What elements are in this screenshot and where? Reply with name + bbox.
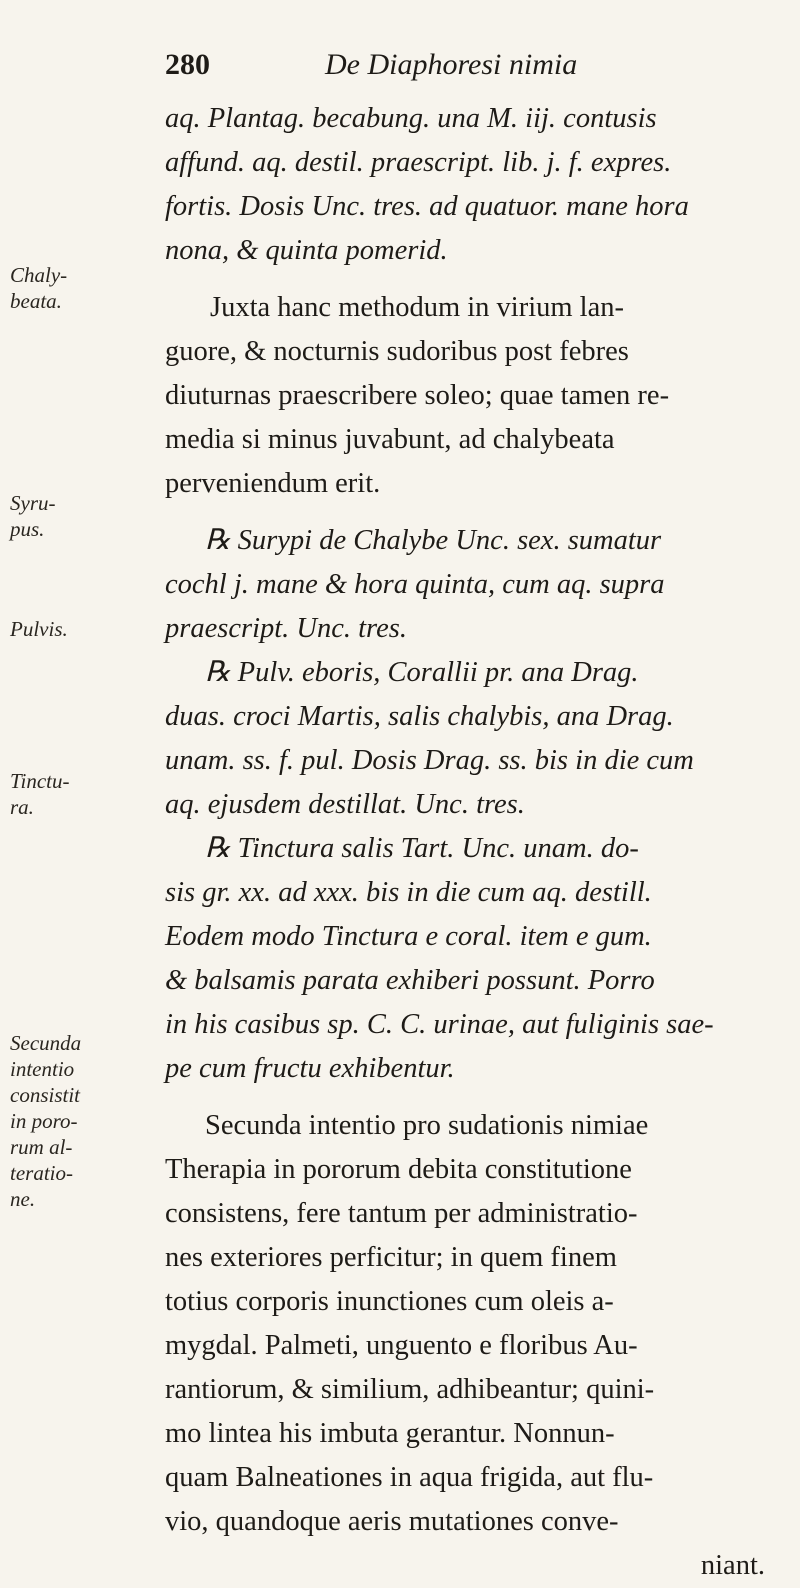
text-line: consistens, fere tantum per administratio- [165, 1198, 638, 1229]
margin-note-line: ne. [10, 1187, 36, 1211]
text-line: affund. aq. destil. praescript. lib. j. f. expres. [165, 147, 672, 178]
paragraph-juxta-hanc [165, 286, 800, 506]
text-line: Secunda intentio pro sudationis nimiae [205, 1110, 649, 1141]
text-line: pe cum fructu exhibentur. [165, 1053, 455, 1084]
margin-note-line: pus. [10, 517, 45, 541]
running-title: De Diaphoresi nimia [325, 48, 578, 81]
paragraph-recipe-plantago [165, 97, 800, 273]
text-line: cochl j. mane & hora quinta, cum aq. supra [165, 569, 665, 600]
main-text [165, 97, 800, 1588]
margin-note-syrupus [10, 490, 160, 542]
text-line: praescript. Unc. tres. [165, 613, 407, 644]
page-number: 280 [165, 48, 210, 81]
text-line: ℞ Tinctura salis Tart. Unc. unam. do- [205, 833, 639, 864]
margin-note-line: rum al- [10, 1135, 73, 1159]
margin-note-tinctura [10, 768, 160, 820]
paragraph-recipe-tinctura [165, 827, 800, 1091]
text-line: & balsamis parata exhiberi possunt. Porro [165, 965, 655, 996]
text-line: Juxta hanc methodum in virium lan- [210, 292, 624, 323]
paragraph-secunda-intentio [165, 1104, 800, 1588]
text-line: in his casibus sp. C. C. urinae, aut fuliginis sae- [165, 1009, 714, 1040]
margin-note-line: Chaly- [10, 263, 68, 287]
text-line: aq. Plantag. becabung. una M. iij. contusis [165, 103, 657, 134]
text-line: diuturnas praescribere soleo; quae tamen re- [165, 380, 670, 411]
text-line: duas. croci Martis, salis chalybis, ana Drag. [165, 701, 674, 732]
paragraph-recipe-pulvis [165, 651, 800, 827]
text-line: rantiorum, & similium, adhibeantur; quini- [165, 1374, 655, 1405]
text-line: fortis. Dosis Unc. tres. ad quatuor. mane hora [165, 191, 689, 222]
text-line: niant. [700, 1550, 765, 1581]
paragraph-recipe-syrupus [165, 519, 800, 651]
text-line: Therapia in pororum debita constitutione [165, 1154, 632, 1185]
text-line: nona, & quinta pomerid. [165, 235, 448, 266]
text-line: nes exteriores perficitur; in quem finem [165, 1242, 617, 1273]
margin-note-line: in poro- [10, 1109, 78, 1133]
text-line: quam Balneationes in aqua frigida, aut flu- [165, 1462, 654, 1493]
text-line: media si minus juvabunt, ad chalybeata [165, 424, 615, 455]
margin-note-line: consistit [10, 1083, 81, 1107]
margin-note-line: teratio- [10, 1161, 73, 1185]
page-header [165, 48, 765, 98]
text-line: mo lintea his imbuta gerantur. Nonnun- [165, 1418, 615, 1449]
margin-note-line: Syru- [10, 491, 56, 515]
text-line: mygdal. Palmeti, unguento e floribus Au- [165, 1330, 638, 1361]
margin-note-pulvis [10, 616, 160, 642]
text-line: Eodem modo Tinctura e coral. item e gum. [165, 921, 652, 952]
margin-note-line: Secunda [10, 1031, 82, 1055]
margin-note-line: Pulvis. [10, 617, 68, 641]
text-line: perveniendum erit. [165, 468, 381, 499]
text-line: unam. ss. f. pul. Dosis Drag. ss. bis in die cum [165, 745, 694, 776]
text-line: vio, quandoque aeris mutationes conve- [165, 1506, 619, 1537]
text-line: totius corporis inunctiones cum oleis a- [165, 1286, 614, 1317]
margin-note-line: ra. [10, 795, 34, 819]
text-line: ℞ Surypi de Chalybe Unc. sex. sumatur [205, 525, 662, 556]
margin-note-line: beata. [10, 289, 62, 313]
text-line: aq. ejusdem destillat. Unc. tres. [165, 789, 525, 820]
text-line: ℞ Pulv. eboris, Corallii pr. ana Drag. [205, 657, 639, 688]
margin-note-line: Tinctu- [10, 769, 70, 793]
margin-note-secunda-intentio [10, 1030, 160, 1212]
text-line: guore, & nocturnis sudoribus post febres [165, 336, 629, 367]
margin-note-line: intentio [10, 1057, 75, 1081]
text-line: sis gr. xx. ad xxx. bis in die cum aq. destill. [165, 877, 652, 908]
margin-note-chalybeata [10, 262, 160, 314]
